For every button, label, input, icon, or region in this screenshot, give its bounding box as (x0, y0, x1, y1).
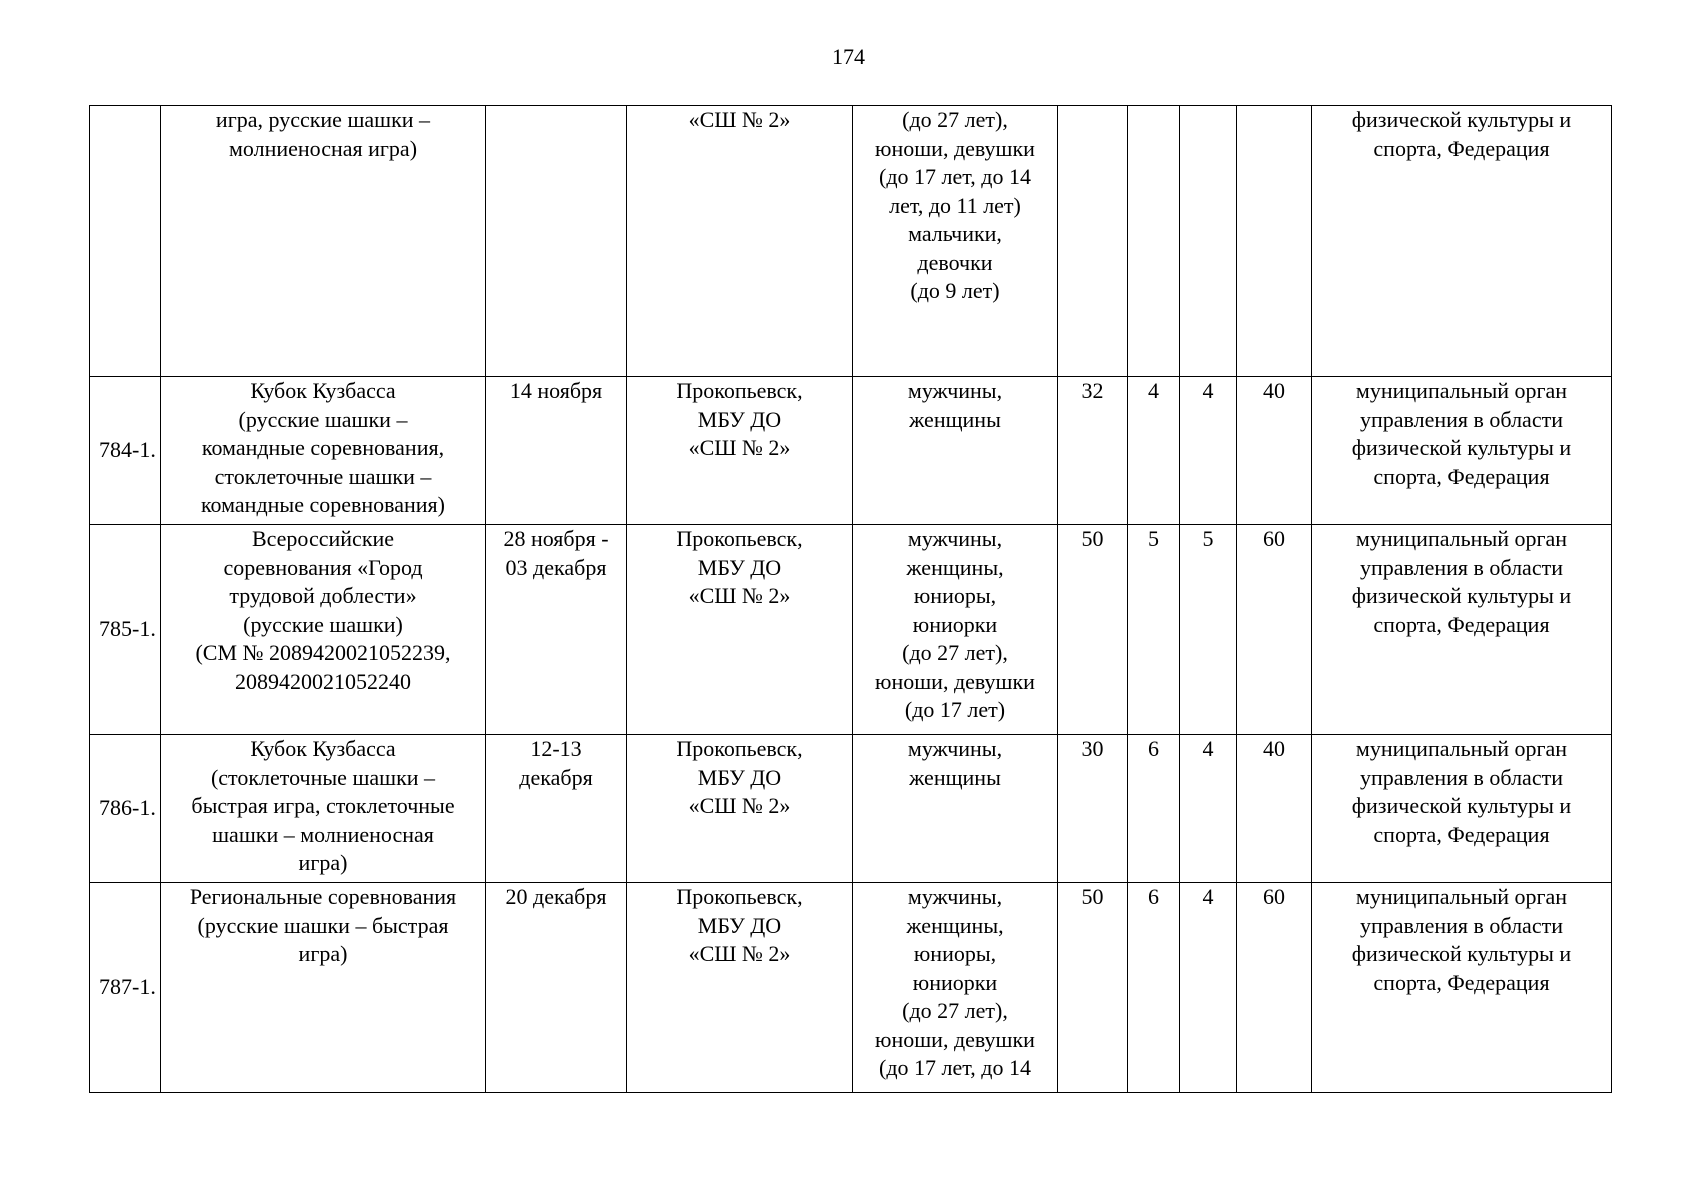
event-place-cell (627, 883, 853, 1093)
participants-line: мальчики, (908, 221, 1002, 246)
event-name-line: стоклеточные шашки – (214, 463, 432, 489)
event-place-line: Прокопьевск, (676, 736, 803, 761)
organizer-line: муниципальный орган (1355, 884, 1568, 909)
table-row (90, 735, 1612, 883)
organizer-line: спорта, Федерация (1373, 135, 1550, 161)
table-row (90, 883, 1612, 1093)
event-place-line: Прокопьевск, (676, 526, 803, 551)
participants-line: юниорки (912, 969, 998, 995)
participants-line: женщины, (906, 554, 1004, 580)
participants-line: мужчины, (907, 526, 1003, 551)
event-place-line: «СШ № 2» (688, 583, 791, 608)
event-name-line: трудовой доблести» (229, 583, 417, 608)
event-name-line: командные соревнования, (201, 435, 445, 460)
event-name-cell (161, 377, 486, 525)
event-place-line: «СШ № 2» (688, 941, 791, 966)
count-cell-3: 4 (1180, 883, 1237, 1093)
participants-line: женщины (909, 764, 1001, 790)
event-place-line: Прокопьевск, (676, 378, 803, 403)
count-cell-total: 60 (1237, 883, 1312, 1093)
event-name-line: игра) (298, 850, 348, 875)
participants-line: (до 17 лет, до 14 (879, 1055, 1031, 1080)
event-name-line: Всероссийские (251, 526, 395, 551)
participants-cell (853, 735, 1058, 883)
organizer-line: физической культуры и (1351, 941, 1572, 966)
event-place-line: МБУ ДО (697, 406, 782, 432)
event-name-line: шашки – молниеносная (212, 821, 434, 847)
table-row (90, 525, 1612, 735)
count-cell-1 (1058, 106, 1128, 377)
participants-line: (до 27 лет), (902, 998, 1008, 1023)
organizer-line: управления в области (1360, 764, 1563, 790)
participants-line: женщины (909, 406, 1001, 432)
event-date-line: 12-13 (530, 736, 582, 761)
participants-line: девочки (917, 249, 993, 275)
participants-line: (до 17 лет) (904, 697, 1006, 722)
event-date-cell (486, 106, 627, 377)
event-date-line: 14 ноября (509, 378, 603, 403)
organizer-line: управления в области (1360, 406, 1563, 432)
organizer-cell (1312, 525, 1612, 735)
participants-line: женщины, (906, 912, 1004, 938)
event-name-line: (СМ № 2089420021052239, (195, 640, 451, 665)
event-place-line: МБУ ДО (697, 764, 782, 790)
organizer-cell (1312, 377, 1612, 525)
event-name-line: игра, русские шашки – (215, 107, 431, 132)
participants-line: мужчины, (907, 736, 1003, 761)
count-cell-total (1237, 106, 1312, 377)
participants-cell (853, 883, 1058, 1093)
participants-line: (до 27 лет), (902, 640, 1008, 665)
count-cell-2: 6 (1128, 883, 1180, 1093)
participants-line: (до 27 лет), (902, 107, 1008, 132)
count-cell-2 (1128, 106, 1180, 377)
event-place-cell (627, 377, 853, 525)
event-place-cell (627, 735, 853, 883)
organizer-line: физической культуры и (1351, 107, 1572, 132)
event-place-line: МБУ ДО (697, 554, 782, 580)
organizer-cell (1312, 883, 1612, 1093)
participants-line: мужчины, (907, 378, 1003, 403)
count-cell-2: 6 (1128, 735, 1180, 883)
event-date-cell (486, 735, 627, 883)
participants-line: юноши, девушки (875, 668, 1035, 694)
organizer-line: муниципальный орган (1355, 378, 1568, 403)
row-number: 784-1. (90, 377, 161, 525)
count-cell-1: 50 (1058, 525, 1128, 735)
organizer-line: муниципальный орган (1355, 736, 1568, 761)
organizer-line: муниципальный орган (1355, 526, 1568, 551)
event-place-line: Прокопьевск, (676, 884, 803, 909)
count-cell-1: 32 (1058, 377, 1128, 525)
row-number: 785-1. (90, 525, 161, 735)
participants-line: (до 9 лет) (910, 278, 1000, 303)
event-name-line: (русские шашки) (243, 611, 403, 637)
event-name-line: 2089420021052240 (235, 668, 411, 694)
count-cell-total: 40 (1237, 377, 1312, 525)
count-cell-3: 4 (1180, 735, 1237, 883)
events-table (89, 105, 1612, 1093)
count-cell-1: 30 (1058, 735, 1128, 883)
organizer-line: спорта, Федерация (1373, 463, 1550, 489)
organizer-line: физической культуры и (1351, 583, 1572, 608)
event-place-line: «СШ № 2» (688, 107, 791, 132)
organizer-cell (1312, 735, 1612, 883)
event-name-cell (161, 735, 486, 883)
row-number: 786-1. (90, 735, 161, 883)
event-name-line: соревнования «Город (223, 554, 423, 580)
event-name-line: (стоклеточные шашки – (210, 764, 436, 790)
count-cell-total: 60 (1237, 525, 1312, 735)
event-name-line: командные соревнования) (200, 492, 446, 517)
event-place-line: МБУ ДО (697, 912, 782, 938)
count-cell-3: 4 (1180, 377, 1237, 525)
table-row (90, 377, 1612, 525)
participants-line: юниорки (912, 611, 998, 637)
event-name-line: Кубок Кузбасса (250, 378, 396, 403)
participants-cell (853, 377, 1058, 525)
organizer-line: спорта, Федерация (1373, 969, 1550, 995)
event-place-cell (627, 525, 853, 735)
event-name-line: игра) (298, 941, 348, 966)
organizer-line: физической культуры и (1351, 435, 1572, 460)
event-name-cell (161, 883, 486, 1093)
count-cell-1: 50 (1058, 883, 1128, 1093)
count-cell-total: 40 (1237, 735, 1312, 883)
event-name-cell (161, 525, 486, 735)
count-cell-3: 5 (1180, 525, 1237, 735)
count-cell-3 (1180, 106, 1237, 377)
organizer-line: спорта, Федерация (1373, 611, 1550, 637)
event-place-line: «СШ № 2» (688, 793, 791, 818)
table-row (90, 106, 1612, 377)
event-date-line: декабря (519, 764, 593, 790)
participants-cell (853, 106, 1058, 377)
participants-line: юниоры, (913, 941, 997, 966)
participants-line: юноши, девушки (875, 1026, 1035, 1052)
count-cell-2: 5 (1128, 525, 1180, 735)
event-name-line: Региональные соревнования (189, 884, 457, 909)
event-date-cell (486, 377, 627, 525)
event-place-cell (627, 106, 853, 377)
event-name-cell (161, 106, 486, 377)
event-name-line: быстрая игра, стоклеточные (191, 793, 455, 818)
participants-line: лет, до 11 лет) (889, 192, 1021, 218)
participants-line: (до 17 лет, до 14 (879, 164, 1031, 189)
participants-cell (853, 525, 1058, 735)
event-name-line: Кубок Кузбасса (250, 736, 396, 761)
organizer-cell (1312, 106, 1612, 377)
organizer-line: управления в области (1360, 912, 1563, 938)
event-date-line: 03 декабря (505, 554, 607, 580)
row-number: 787-1. (90, 883, 161, 1093)
page-number: 174 (832, 44, 865, 69)
participants-line: юниоры, (913, 583, 997, 608)
participants-line: юноши, девушки (875, 135, 1035, 161)
count-cell-2: 4 (1128, 377, 1180, 525)
participants-line: мужчины, (907, 884, 1003, 909)
event-place-line: «СШ № 2» (688, 435, 791, 460)
event-date-line: 20 декабря (505, 884, 607, 909)
organizer-line: спорта, Федерация (1373, 821, 1550, 847)
event-date-cell (486, 525, 627, 735)
event-date-line: 28 ноября - (503, 526, 609, 551)
organizer-line: физической культуры и (1351, 793, 1572, 818)
organizer-line: управления в области (1360, 554, 1563, 580)
row-number (90, 106, 161, 377)
event-name-line: (русские шашки – быстрая (197, 912, 449, 938)
event-name-line: молниеносная игра) (228, 135, 418, 161)
event-name-line: (русские шашки – (238, 406, 408, 432)
event-date-cell (486, 883, 627, 1093)
